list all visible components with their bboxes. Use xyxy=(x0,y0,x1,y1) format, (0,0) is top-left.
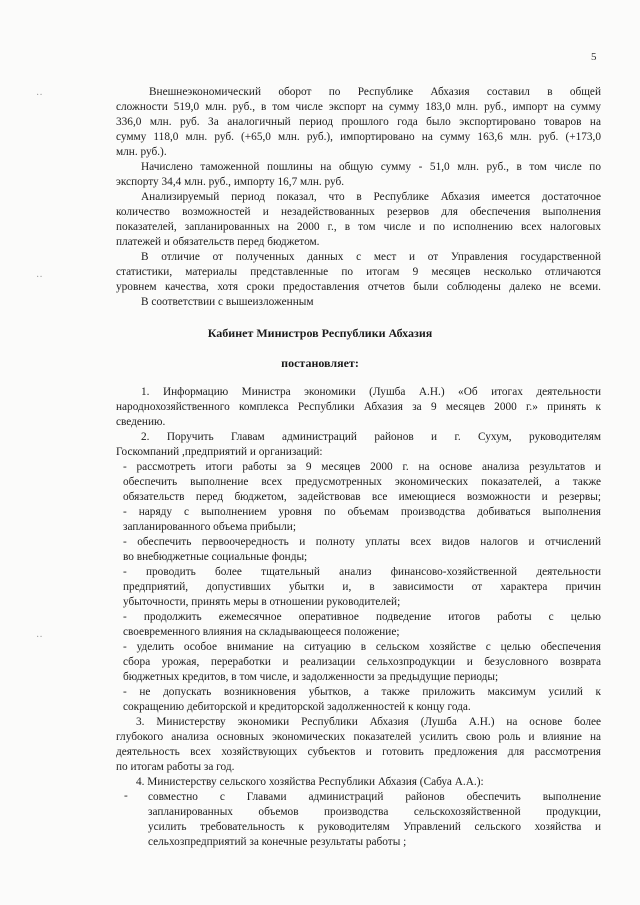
item2-sub-line: - уделить особое внимание на ситуацию в сельском хозяйстве с целью обеспечения xyxy=(123,641,601,653)
item2-sub-line: во внебюджетные социальные фонды; xyxy=(123,551,308,563)
item2-line: Госкомпаний ,предприятий и организаций: xyxy=(116,446,323,458)
item1-line: сведению. xyxy=(116,416,166,428)
item3-line: глубокого анализа основных экономических показателей усилить свою роль и влияние на xyxy=(116,731,601,743)
item3-line: по итогам работы за год. xyxy=(116,761,235,773)
item4-dash: - xyxy=(124,790,128,802)
item2-sub-line: - продолжить ежемесячное оперативное подведение итогов работы с целью xyxy=(123,611,601,623)
item2-sub-line: убыточности, принять меры в отношении руководителей; xyxy=(123,596,401,608)
item3-line: деятельность всех хозяйствующих субъектов и готовить предложения для рассмотрения xyxy=(116,746,601,758)
p1-line: 336,0 млн. руб. За аналогичный период прошлого года было экспортировано товаров на xyxy=(116,116,601,128)
item2-sub-line: - проводить более тщательный анализ финансово-хозяйственной деятельности xyxy=(123,566,601,578)
item1-line: 1. Информацию Министра экономики (Лушба А.Н.) «Об итогах деятельности xyxy=(141,386,601,398)
item4-sub-line: сельхозпредприятий за конечные результаты работы ; xyxy=(148,836,407,848)
p3-line: платежей и обязательств перед бюджетом. xyxy=(116,236,320,248)
margin-mark: ·· xyxy=(36,632,43,643)
p2-line: экспорту 34,4 млн. руб., импорту 16,7 млн. руб. xyxy=(116,176,345,188)
p4-line: статистики, материалы представленные по итогам 9 месяцев несколько отличаются xyxy=(116,266,601,278)
item2-sub-line: сокращению дебиторской и кредиторской задолженностей к концу года. xyxy=(123,701,471,713)
margin-mark: ·· xyxy=(36,90,43,101)
p3-line: показателей, запланированных на 2000 г., в том числе и по исполнению всех налоговых xyxy=(116,221,601,233)
margin-mark: ·· xyxy=(36,272,43,283)
item4-sub-line: запланированных объемов производства сельскохозяйственной продукции, xyxy=(148,806,601,818)
p1-line: млн. руб.). xyxy=(116,146,167,158)
cabinet-heading: Кабинет Министров Республики Абхазия xyxy=(207,326,433,340)
p1-line: сложности 519,0 млн. руб., в том числе экспорт на сумму 183,0 млн. руб., импорт на сумму xyxy=(116,101,601,113)
page-number: 5 xyxy=(591,51,597,63)
item2-sub-line: обеспечить выполнение всех предусмотренных экономических показателей, а также xyxy=(123,476,601,488)
p1-line: сумму 118,0 млн. руб. (+65,0 млн. руб.), импортировано на сумму 163,6 млн. руб. (+173,0 xyxy=(116,131,601,143)
p4-line: В отличие от полученных данных с мест и от Управления государственной xyxy=(141,251,601,263)
p3-line: Анализируемый период показал, что в Республике Абхазия имеется достаточное xyxy=(141,191,601,203)
item2-sub-line: - не допускать возникновения убытков, а также приложить максимум усилий к xyxy=(123,686,601,698)
p5-line: В соответствии с вышеизложенным xyxy=(141,296,314,308)
item2-sub-line: - рассмотреть итоги работы за 9 месяцев 2000 г. на основе анализа результатов и xyxy=(123,461,601,473)
item2-sub-line: предприятий, допустивших убытки и, в зависимости от характера причин xyxy=(123,581,601,593)
p2-line: Начислено таможенной пошлины на общую сумму - 51,0 млн. руб., в том числе по xyxy=(141,161,601,173)
p3-line: количество возможностей и незадействованных резервов для обеспечения выполнения xyxy=(116,206,601,218)
item2-sub-line: запланированного объема прибыли; xyxy=(123,521,296,533)
resolves-heading: постановляет: xyxy=(281,356,359,370)
item2-sub-line: своевременного влияния на складывающееся положение; xyxy=(123,626,400,638)
item2-sub-line: - наряду с выполнением уровня по объемам производства добиваться выполнения xyxy=(123,506,601,518)
item3-line: 3. Министерству экономики Республики Абхазия (Лушба А.Н.) на основе более xyxy=(136,716,601,728)
item2-sub-line: обязательств перед бюджетом, задействовав все имеющиеся возможности и резервы; xyxy=(123,491,601,503)
item2-sub-line: - обеспечить первоочередность и полноту уплаты всех видов налогов и отчислений xyxy=(123,536,601,548)
item2-sub-line: сбора урожая, переработки и реализации сельхозпродукции и безусловного возврата xyxy=(123,656,601,668)
item4-sub-line: совместно с Главами администраций районов обеспечить выполнение xyxy=(148,791,601,803)
item1-line: народнохозяйственного комплекса Республики Абхазия за 9 месяцев 2000 г.» принять к xyxy=(116,401,601,413)
item2-sub-line: бюджетных кредитов, в том числе, и задолженности за предыдущие периоды; xyxy=(123,671,499,683)
item4-line: 4. Министерству сельского хозяйства Республики Абхазия (Сабуа А.А.): xyxy=(136,776,484,788)
item4-sub-line: усилить требовательность к руководителям Управлений сельского хозяйства и xyxy=(148,821,601,833)
item2-line: 2. Поручить Главам администраций районов и г. Сухум, руководителям xyxy=(141,431,601,443)
p4-line: уровнем качества, хотя сроки предоставления отчетов были соблюдены далеко не всеми. xyxy=(116,281,601,293)
p1-line: Внешнеэкономический оборот по Республике Абхазия составил в общей xyxy=(149,86,601,98)
